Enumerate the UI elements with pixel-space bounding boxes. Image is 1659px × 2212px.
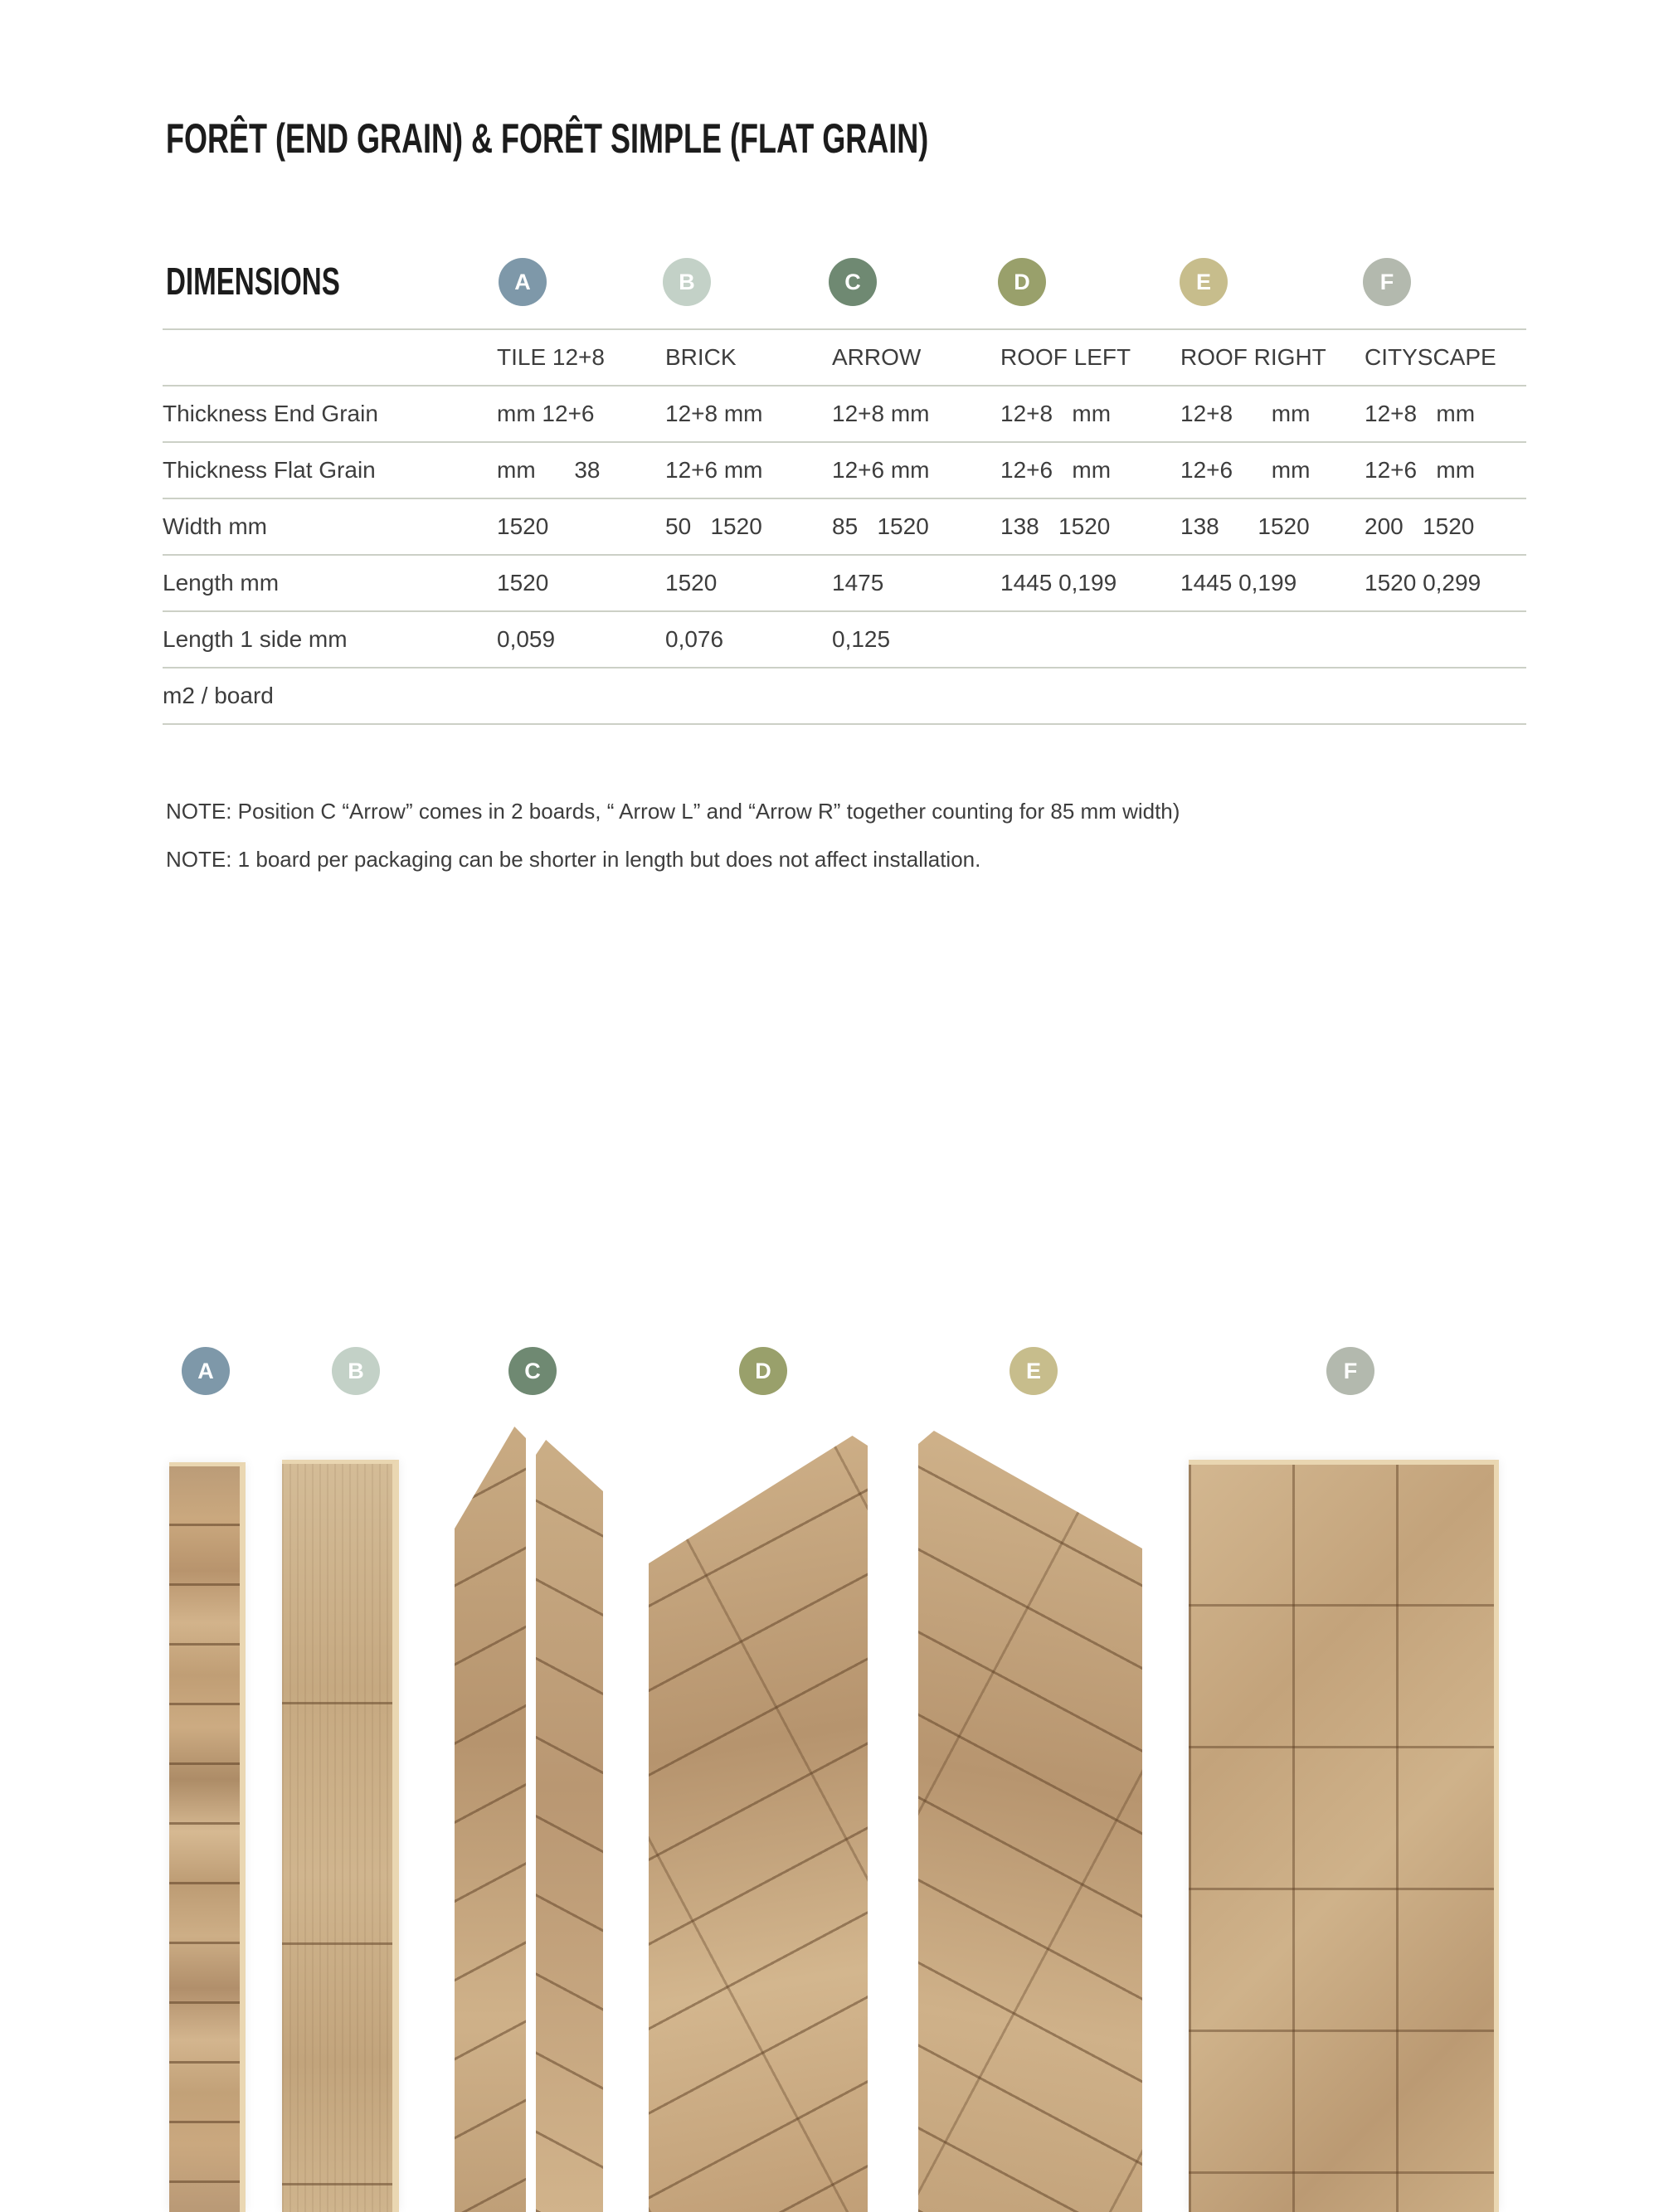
cell: 12+6 mm [1365, 457, 1476, 483]
cell: 0,059 [497, 626, 556, 652]
board-b-brick-image [282, 1460, 399, 2212]
board-a-tile-image [169, 1462, 246, 2212]
row-label: m2 / board [163, 683, 274, 708]
board-c-arrow-left-image [455, 1427, 526, 2212]
column-header-cityscape: CITYSCAPE [1365, 344, 1496, 370]
cell [665, 668, 832, 724]
pattern-badge-f: F [1326, 1347, 1374, 1395]
column-badge-f: F [1363, 258, 1411, 306]
cell: 1445 0,199 [1180, 570, 1297, 596]
cell: 1520 0,299 [1365, 570, 1481, 596]
pattern-badge-b: B [332, 1347, 380, 1395]
cell [1000, 668, 1180, 724]
board-c-arrow-right-image [536, 1440, 603, 2212]
cell: 12+6 mm [1180, 457, 1311, 483]
cell: 1520 [497, 570, 549, 596]
board-e-roof-right-image [918, 1431, 1142, 2212]
cell: 12+8 mm [1000, 401, 1112, 426]
board-f-cityscape-image [1189, 1460, 1499, 2212]
column-badge-d: D [998, 258, 1046, 306]
cell: 12+8 mm [665, 401, 763, 426]
pattern-badge-d: D [739, 1347, 787, 1395]
cell: 138 1520 [1000, 513, 1111, 539]
cell [1180, 611, 1365, 668]
column-badge-a: A [499, 258, 547, 306]
cell: 138 1520 [1180, 513, 1310, 539]
dimensions-heading-text: DIMENSIONS [166, 260, 340, 303]
cell: 1520 [497, 513, 549, 539]
cell: 1520 [665, 570, 718, 596]
table-row [163, 498, 1526, 555]
note-packaging: NOTE: 1 board per packaging can be shorter in length but does not affect installation. [166, 846, 981, 872]
cell: 1475 [832, 570, 884, 596]
cell: 12+8 mm [832, 401, 930, 426]
note-arrow-width: NOTE: Position C “Arrow” comes in 2 boards, “ Arrow L” and “Arrow R” together counting for 85 mm width) [166, 799, 1180, 824]
table-row [163, 442, 1526, 498]
dimensions-heading [166, 259, 407, 304]
table-row [163, 611, 1526, 668]
cell: 50 1520 [665, 513, 762, 539]
notes-block [166, 798, 1180, 894]
column-header-arrow: ARROW [832, 344, 922, 370]
column-badge-c: C [829, 258, 877, 306]
column-header-roof-left: ROOF LEFT [1000, 344, 1131, 370]
table-header-row [163, 329, 1526, 386]
column-header-brick: BRICK [665, 344, 737, 370]
row-label: Width mm [163, 513, 267, 539]
cell [1365, 611, 1526, 668]
pattern-badge-a: A [182, 1347, 230, 1395]
column-badge-e: E [1180, 258, 1228, 306]
cell: 12+6 mm [1000, 457, 1112, 483]
cell: 1445 0,199 [1000, 570, 1117, 596]
cell [1365, 668, 1526, 724]
row-label: Length mm [163, 570, 280, 596]
cell [832, 668, 1000, 724]
column-header-roof-right: ROOF RIGHT [1180, 344, 1326, 370]
column-badge-b: B [663, 258, 711, 306]
header-empty [163, 329, 497, 386]
table-row [163, 668, 1526, 724]
cell: 12+6 mm [832, 457, 930, 483]
page-title [166, 114, 1225, 163]
cell: 0,125 [832, 626, 891, 652]
cell [1180, 668, 1365, 724]
cell: 85 1520 [832, 513, 929, 539]
pattern-badge-c: C [508, 1347, 557, 1395]
column-header-tile: TILE 12+8 [497, 344, 605, 370]
row-label: Length 1 side mm [163, 626, 348, 652]
row-label: Thickness Flat Grain [163, 457, 376, 483]
cell: 12+8 mm [1180, 401, 1311, 426]
table-row [163, 555, 1526, 611]
pattern-badge-e: E [1010, 1347, 1058, 1395]
cell [497, 668, 665, 724]
cell: mm 12+6 [497, 401, 595, 426]
cell: 12+6 mm [665, 457, 763, 483]
cell: 200 1520 [1365, 513, 1475, 539]
dimensions-table [163, 328, 1526, 725]
page-title-text: FORÊT (END GRAIN) & FORÊT SIMPLE (FLAT GRAIN) [166, 115, 929, 162]
board-d-roof-left-image [649, 1436, 868, 2212]
cell: 12+8 mm [1365, 401, 1476, 426]
table-row [163, 386, 1526, 442]
cell: mm 38 [497, 457, 601, 483]
cell [1000, 611, 1180, 668]
row-label: Thickness End Grain [163, 401, 378, 426]
cell: 0,076 [665, 626, 724, 652]
